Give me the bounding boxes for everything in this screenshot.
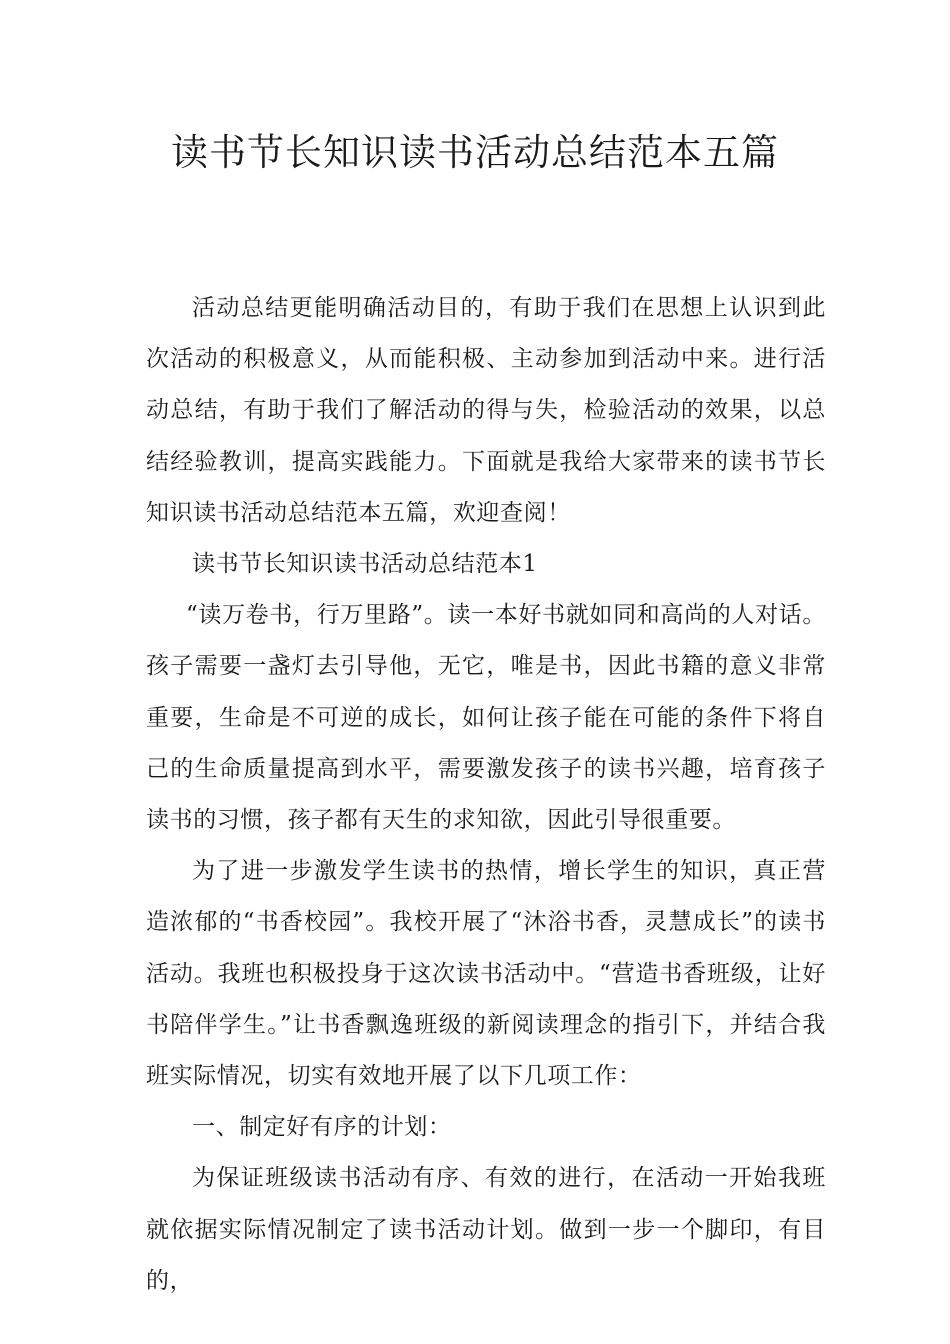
body-paragraph: 为了进一步激发学生读书的热情，增长学生的知识，真正营造浓郁的“书香校园”。我校开展了“沐浴书香，灵慧成长”的读书活动。我班也积极投身于这次读书活动中。“营造书香班级，让好书陪伴学生。”让书香飘逸班级的新阅读理念的指引下，并结合我班实际情况，切实有效地开展了以下几项工作： [146,858,826,1090]
document-title: 读书节长知识读书活动总结范本五篇 [171,131,779,174]
intro-paragraph: 活动总结更能明确活动目的，有助于我们在思想上认识到此次活动的积极意义，从而能积极、主动参加到活动中来。进行活动总结，有助于我们了解活动的得与失，检验活动的效果，以总结经验教训，提高实践能力。下面就是我给大家带来的读书节长知识读书活动总结范本五篇，欢迎查阅！ [146,295,826,526]
subsection-heading: 一、制定好有序的计划： [192,1114,452,1141]
document-body [146,283,826,1307]
body-paragraph: 为保证班级读书活动有序、有效的进行，在活动一开始我班就依据实际情况制定了读书活动计划。做到一步一个脚印，有目的， [146,1165,826,1294]
body-paragraph: “读万卷书，行万里路”。读一本好书就如同和高尚的人对话。孩子需要一盏灯去引导他，无它，唯是书，因此书籍的意义非常重要，生命是不可逆的成长，如何让孩子能在可能的条件下将自己的生命质量提高到水平，需要激发孩子的读书兴趣，培育孩子读书的习惯，孩子都有天生的求知欲，因此引导很重要。 [146,602,826,834]
section-heading: 读书节长知识读书活动总结范本1 [192,551,538,578]
